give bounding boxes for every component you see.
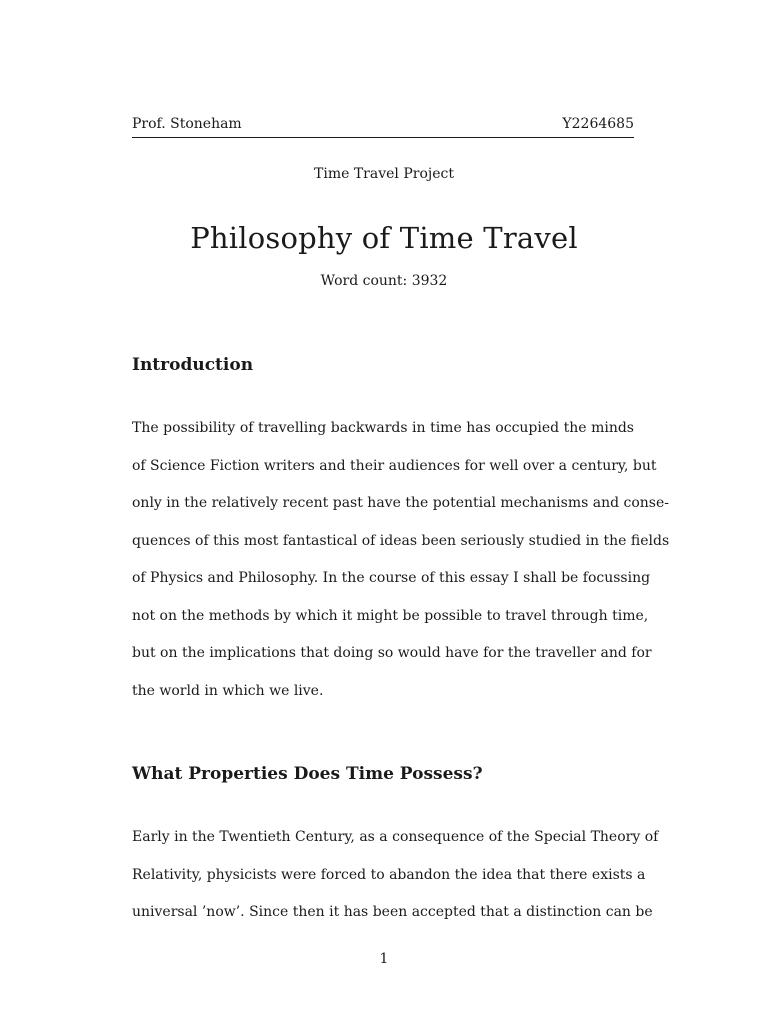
header-student-id: Y2264685 — [562, 116, 634, 132]
paragraph-line: only in the relatively recent past have the potential mechanisms and conse- — [132, 495, 670, 511]
header-rule — [132, 137, 634, 138]
paragraph-line: The possibility of travelling backwards in time has occupied the minds — [132, 420, 634, 436]
paragraph-line: Early in the Twentieth Century, as a consequence of the Special Theory of — [132, 829, 659, 845]
header-author: Prof. Stoneham — [132, 116, 242, 132]
paragraph-line: quences of this most fantastical of ideas been seriously studied in the fields — [132, 532, 670, 549]
paragraph-line: of Physics and Philosophy. In the course of this essay I shall be focussing — [132, 570, 651, 586]
document-title: Philosophy of Time Travel — [190, 221, 578, 255]
section-heading-introduction: Introduction — [132, 355, 254, 375]
paragraph-line: not on the methods by which it might be possible to travel through time, — [132, 607, 649, 624]
section-heading-time-properties: What Properties Does Time Possess? — [132, 764, 483, 784]
paragraph-line: universal ’now’. Since then it has been accepted that a distinction can be — [132, 904, 653, 920]
running-header — [132, 116, 634, 136]
paragraph-line: Relativity, physicists were forced to abandon the idea that there exists a — [132, 866, 646, 883]
paragraph-line: but on the implications that doing so would have for the traveller and for — [132, 645, 652, 661]
paragraph-line: of Science Fiction writers and their audiences for well over a century, but — [132, 457, 657, 474]
page-number: 1 — [379, 951, 389, 967]
word-count: Word count: 3932 — [320, 273, 448, 289]
project-label: Time Travel Project — [314, 166, 454, 182]
paragraph-line: the world in which we live. — [132, 682, 324, 699]
